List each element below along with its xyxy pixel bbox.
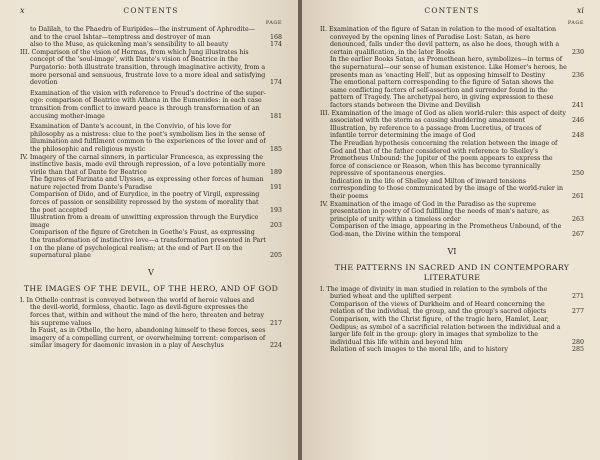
toc-entry: Examination of the vision with reference to Freud's doctrine of the super-ego: comparison of Beatrice with Athena in the Eumenides: in each case transition from conflict to inward peace is through transformation of an accusing mother-image 181 xyxy=(30,89,282,120)
toc-entry: Comparison of the image, appearing in the Prometheus Unbound, of the God-man, the Divine within the temporal 267 xyxy=(330,223,584,239)
toc-entry: II. Examination of the figure of Satan in relation to the mood of exaltation conveyed by the opening lines of Paradise Lost: Satan, as here denounced, falls under the devil pattern, as also he does, though with a certain qualification, in the later Books 230 xyxy=(320,26,584,56)
toc-entry: III. Examination of the image of God as alien world-ruler: this aspect of deity associated with the storm as causing shuddering amazement 246 xyxy=(320,109,584,125)
page-number: x xyxy=(20,6,25,15)
toc-entry: In the earlier Books Satan, as Promethean hero, symbolizes—in terms of the supernatural—our sense of human existence. Like Homer's heroes, he presents man as 'enacting Hell', but as opposing himself to Destiny 236 xyxy=(330,56,584,79)
right-page xyxy=(302,0,600,460)
toc-entry: III. Comparison of the vision of Hermas, from which Jung illustrates his concept of the 'soul-image', with Dante's vision of Beatrice in the Purgatorio: both illustrate transition, through imaginative activity, from a more personal and sensuous, frustrate love to a more ideal and satisfying devotion 174 xyxy=(20,48,282,87)
page-header xyxy=(20,6,282,19)
page-column-label: PAGE xyxy=(265,20,282,26)
toc-entry: The emotional pattern corresponding to the figure of Satan shows the same conflicting factors of self-assertion and surrender found in the pattern of Tragedy. The archetypal hero, in giving expression to these factors stands between the Divine and Devilish 241 xyxy=(330,79,584,109)
toc-entry: also to the Muse, as quickening man's sensibility to all beauty 174 xyxy=(30,41,282,49)
chapter-title: THE IMAGES OF THE DEVIL, OF THE HERO, AND OF GOD xyxy=(23,283,279,293)
toc-entry: IV. Examination of the image of God in the Paradiso as the supreme presentation in poetry of God fulfilling the needs of man's nature, as principle of unity within a timeless order 263 xyxy=(320,200,584,223)
toc-entry: Comparison of Dido, and of Eurydice, in the poetry of Virgil, expressing forces of passion or sensibility repressed by the system of morality that the poet accepted 193 xyxy=(30,191,282,214)
running-title: CONTENTS xyxy=(424,6,480,15)
toc-entry: IV. Imagery of the carnal sinners, in particular Francesca, as expressing the instinctive basis, made evil through repression, of a love potentially more virile than that of Dante for Beatrice 189 xyxy=(20,153,282,176)
toc-entry: to Dalilah, to the Phaedra of Euripides—the instrument of Aphrodite—and to the cruel Ishtar—temptress and destroyer of man 168 xyxy=(30,26,282,41)
page-number: xi xyxy=(576,6,584,15)
toc-entry: Examination of Dante's account, in the Convivio, of his love for philosophy as a mistress: clue to the poet's symbolism lies in the sense of illumination and fulfilment common to the experiences of the lover and of the philosophic and religious mystic 185 xyxy=(30,123,282,153)
toc-entry: Comparison, with the Christ figure, of the tragic hero, Hamlet, Lear, Oedipus; as symbol of a sacrificial relation between the individual and a larger life felt in the group: glory in images that symbolize to the individual this life within and beyond him 280 xyxy=(330,316,584,346)
toc-entry: Illustration, by reference to a passage from Lucretius, of traces of infantile terror determining the image of God 248 xyxy=(330,124,584,140)
toc-entry: Relation of such images to the moral life, and to history 285 xyxy=(330,346,584,354)
page-column-label: PAGE xyxy=(567,20,584,26)
chapter-title: THE PATTERNS IN SACRED AND IN CONTEMPORARY LITERATURE xyxy=(334,262,570,282)
running-title: CONTENTS xyxy=(123,6,179,15)
toc-entry: The Freudian hypothesis concerning the relation between the image of God and that of the father considered with reference to Shelley's Prometheus Unbound: the Jupiter of the poem appears to express the force of conscience or Reason, when this has become tyrannically repressive of spontaneous energies. 250 xyxy=(330,139,584,178)
toc-entry: The figures of Farinata and Ulysses, as expressing other forces of human nature rejected from Dante's Paradise 191 xyxy=(30,176,282,191)
page-header xyxy=(320,6,584,19)
toc-entry: Illustration from a dream of unwitting expression through the Eurydice image 203 xyxy=(30,214,282,229)
toc-entry: I. The image of divinity in man studied in relation to the symbols of the buried wheat and the uplifted serpent 271 xyxy=(320,285,584,301)
chapter-number: VI xyxy=(447,246,457,256)
toc-entry: Indication in the life of Shelley and Milton of inward tensions corresponding to those communicated by the image of the world-ruler in their poems 261 xyxy=(330,177,584,201)
toc-entry: Comparison of the figure of Gretchen in Goethe's Faust, as expressing the transformation of instinctive love—a transformation presented in Part I on the plane of psychological realism; at the end of Part II on the supernatural plane 205 xyxy=(30,229,282,260)
toc-entry: I. In Othello contrast is conveyed between the world of heroic values and the devil-world, formless, chaotic. Iago as devil-figure expresses the forces that, within and without the mind of the hero, threaten and betray his supreme values 217 xyxy=(20,296,282,327)
chapter-number: V xyxy=(148,267,154,277)
toc-entry: Comparison of the views of Durkheim and of Heard concerning the relation of the individual, the group, and the group's sacred objects 277 xyxy=(330,300,584,316)
left-page xyxy=(0,0,298,460)
toc-entry: In Faust, as in Othello, the hero, abandoning himself to these forces, sees imagery of a compelling current, or overwhelming torrent: comparison of similar imagery for daemonic invasion in a play of Aeschylus 224 xyxy=(30,327,282,350)
